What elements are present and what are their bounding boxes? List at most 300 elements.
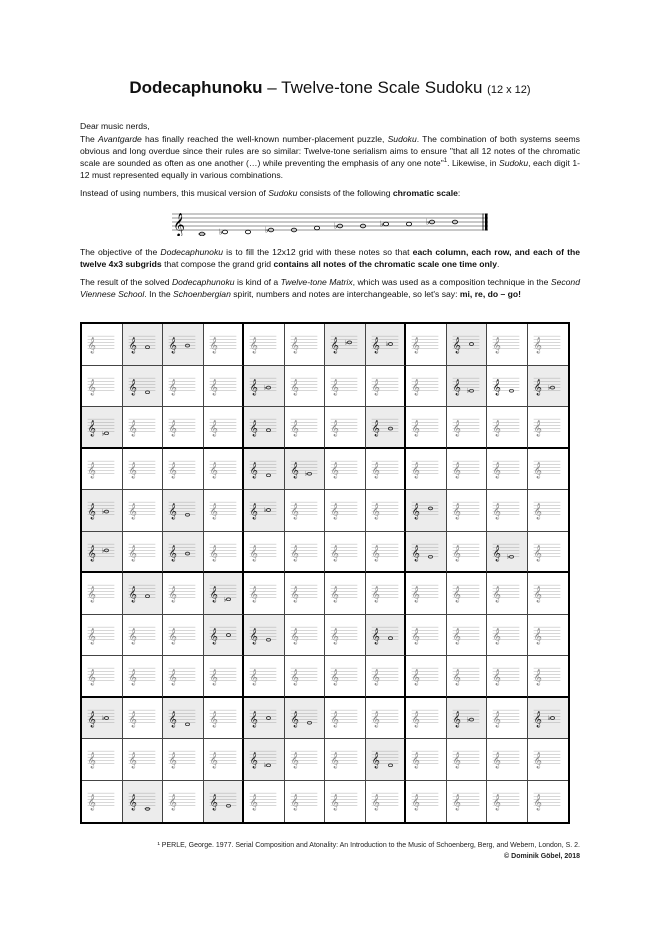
mini-staff [489,458,523,480]
grid-cell-empty[interactable] [366,573,407,615]
mini-staff [530,416,564,438]
grid-cell-empty[interactable] [123,532,164,574]
grid-cell-empty[interactable] [406,698,447,740]
treble-clef-icon: 𝄞 [533,586,542,603]
grid-cell-empty[interactable] [82,366,123,408]
mini-staff [206,458,240,480]
mini-staff [84,333,118,355]
grid-cell-given [82,532,123,574]
grid-cell-empty[interactable] [204,324,245,366]
flat-accidental: ♭ [344,339,348,347]
mini-staff [125,541,159,563]
grid-cell-empty[interactable] [285,573,326,615]
grid-cell-empty[interactable] [163,781,204,823]
grid-cell-empty[interactable] [406,366,447,408]
treble-clef-icon: 𝄞 [290,711,299,727]
grid-cell-empty[interactable] [204,366,245,408]
mini-staff [489,748,523,770]
mini-staff [408,582,442,604]
mini-staff [125,582,159,604]
treble-clef-icon: 𝄞 [452,503,461,520]
treble-clef-icon: 𝄞 [452,752,461,769]
grid-cell-empty[interactable] [406,739,447,781]
treble-clef-icon: 𝄞 [209,337,218,354]
treble-clef-icon: 𝄞 [168,420,178,437]
mini-staff [408,416,442,438]
treble-clef-icon: 𝄞 [371,379,380,395]
treble-clef-icon: 𝄞 [249,545,259,561]
treble-clef-icon: 𝄞 [290,379,299,395]
mini-staff [368,707,402,729]
treble-clef-icon: 𝄞 [533,337,542,354]
mini-staff [368,624,402,646]
intro-paragraph-1: The Avantgarde has finally reached the well-known number-placement puzzle, Sudoku. The combination of both systems seems obvious and long overdue since their rules are so similar: Twelve-tone serialism aims to ensure "that all 12 notes of the chromatic scale are sounded as often as one another (…) while preventing the emphasis of any one note"$^1$. Likewise, in Sudoku, each digit 1-12 must represented equally in various combinations. [80,134,580,180]
grid-cell-given [244,407,285,449]
grid-cell-empty[interactable] [163,615,204,657]
grid-cell-given [123,781,164,823]
mini-staff [246,458,280,480]
treble-clef-icon: 𝄞 [209,711,218,727]
mini-staff [206,582,240,604]
grid-cell-empty[interactable] [123,698,164,740]
treble-clef-icon: 𝄞 [371,669,380,686]
treble-clef-icon: 𝄞 [371,462,380,478]
mini-staff [287,416,321,438]
whole-note [406,222,411,226]
treble-clef-icon: 𝄞 [452,545,461,561]
grid-cell-empty[interactable] [123,739,164,781]
grid-cell-empty[interactable] [123,615,164,657]
treble-clef-icon: 𝄞 [492,420,502,437]
treble-clef-icon: 𝄞 [87,420,97,437]
treble-clef-icon: 𝄞 [209,545,218,561]
grid-cell-given [244,698,285,740]
treble-clef-icon: 𝄞 [492,711,502,727]
mini-staff [530,541,564,563]
treble-clef-icon: 𝄞 [249,628,259,644]
mini-staff [327,582,361,604]
mini-staff [530,624,564,646]
grid-cell-empty[interactable] [325,490,366,532]
grid-cell-empty[interactable] [123,656,164,698]
treble-clef-icon: 𝄞 [168,628,178,644]
sudoku-grid [80,322,570,824]
treble-clef-icon: 𝄞 [168,586,178,603]
treble-clef-icon: 𝄞 [492,462,502,478]
grid-cell-empty[interactable] [447,407,488,449]
grid-cell-empty[interactable] [285,490,326,532]
mini-staff [246,790,280,812]
treble-clef-icon: 𝄞 [290,752,299,769]
grid-cell-empty[interactable] [244,656,285,698]
flat-accidental: ♭ [101,546,105,554]
grid-cell-empty[interactable] [204,490,245,532]
grid-cell-empty[interactable] [285,532,326,574]
grid-cell-empty[interactable] [528,573,569,615]
treble-clef-icon: 𝄞 [87,337,97,354]
treble-clef-icon: 𝄞 [128,711,137,727]
grid-cell-empty[interactable] [325,698,366,740]
grid-cell-empty[interactable] [487,739,528,781]
grid-cell-given [163,490,204,532]
treble-clef-icon: 𝄞 [492,752,502,769]
grid-cell-empty[interactable] [244,573,285,615]
treble-clef-icon: 𝄞 [128,586,137,603]
grid-cell-empty[interactable] [123,449,164,491]
mini-staff [206,375,240,397]
mini-staff [530,458,564,480]
grid-cell-empty[interactable] [528,615,569,657]
treble-clef-icon: 𝄞 [209,794,218,810]
treble-clef-icon: 𝄞 [492,503,502,520]
grid-cell-empty[interactable] [366,532,407,574]
flat-accidental: ♭ [223,596,227,604]
mini-staff [327,541,361,563]
mini-staff [368,458,402,480]
grid-cell-empty[interactable] [163,449,204,491]
grid-cell-empty[interactable] [487,698,528,740]
flat-accidental: ♭ [506,553,510,561]
whole-note [245,230,250,234]
grid-cell-empty[interactable] [204,656,245,698]
grid-cell-empty[interactable] [285,739,326,781]
grid-cell-given [82,490,123,532]
grid-cell-empty[interactable] [82,656,123,698]
grid-cell-empty[interactable] [82,573,123,615]
treble-clef-icon: 𝄞 [290,794,299,810]
grid-cell-empty[interactable] [82,739,123,781]
flat-accidental: ♭ [263,762,267,770]
grid-cell-empty[interactable] [285,656,326,698]
mini-staff [287,624,321,646]
whole-note [101,430,108,438]
grid-cell-empty[interactable] [325,656,366,698]
treble-clef-icon: 𝄞 [249,794,259,810]
grid-cell-empty[interactable] [528,739,569,781]
grid-cell-empty[interactable] [487,781,528,823]
whole-note [145,390,149,393]
whole-note [263,506,270,514]
mini-staff [287,665,321,687]
grid-cell-empty[interactable] [163,739,204,781]
mini-staff [287,748,321,770]
mini-staff [125,707,159,729]
mini-staff [368,582,402,604]
grid-cell-empty[interactable] [447,656,488,698]
treble-clef-icon: 𝄞 [330,711,340,727]
treble-clef-icon: 𝄞 [411,669,421,686]
treble-clef-icon: 𝄞 [533,794,542,810]
mini-staff [206,416,240,438]
grid-cell-empty[interactable] [406,656,447,698]
flat-accidental: ♭ [466,716,470,724]
grid-cell-empty[interactable] [366,781,407,823]
grid-cell-empty[interactable] [528,532,569,574]
grid-cell-given [244,490,285,532]
mini-staff [449,790,483,812]
whole-note [266,429,270,432]
grid-cell-empty[interactable] [244,532,285,574]
treble-clef-icon: 𝄞 [452,669,461,686]
grid-cell-empty[interactable] [204,532,245,574]
treble-clef-icon: 𝄞 [371,794,380,810]
grid-cell-empty[interactable] [406,407,447,449]
flat-accidental: ♭ [219,227,223,236]
grid-cell-empty[interactable] [447,573,488,615]
grid-cell-empty[interactable] [366,490,407,532]
treble-clef-icon: 𝄞 [168,503,178,520]
mini-staff [327,416,361,438]
mini-staff [408,499,442,521]
grid-cell-empty[interactable] [447,781,488,823]
grid-cell-empty[interactable] [325,781,366,823]
grid-cell-given [204,573,245,615]
mini-staff [246,665,280,687]
treble-clef-icon: 𝄞 [209,586,218,603]
grid-cell-empty[interactable] [487,449,528,491]
treble-clef-icon: 𝄞 [168,545,178,561]
grid-cell-empty[interactable] [406,449,447,491]
mini-staff [449,748,483,770]
mini-staff [449,375,483,397]
grid-cell-empty[interactable] [163,656,204,698]
treble-clef-icon: 𝄞 [290,628,299,644]
treble-clef-icon: 𝄞 [533,711,542,727]
treble-clef-icon: 𝄞 [452,379,461,395]
mini-staff [206,665,240,687]
grid-cell-empty[interactable] [447,615,488,657]
treble-clef-icon: 𝄞 [209,420,218,437]
treble-clef-icon: 𝄞 [87,462,97,478]
grid-cell-empty[interactable] [487,407,528,449]
grid-cell-empty[interactable] [123,407,164,449]
grid-cell-empty[interactable] [528,449,569,491]
title-rest: – Twelve-tone Scale Sudoku [262,78,488,97]
treble-clef-icon: 𝄞 [128,752,137,769]
flat-accidental: ♭ [547,714,551,722]
grid-cell-given [244,366,285,408]
grid-cell-empty[interactable] [325,615,366,657]
treble-clef-icon: 𝄞 [371,420,380,437]
grid-cell-empty[interactable] [487,656,528,698]
grid-cell-empty[interactable] [447,532,488,574]
grid-cell-empty[interactable] [325,366,366,408]
grid-cell-empty[interactable] [285,615,326,657]
grid-cell-empty[interactable] [325,407,366,449]
grid-cell-empty[interactable] [325,739,366,781]
grid-cell-empty[interactable] [447,490,488,532]
chromatic-scale-staff [172,210,488,236]
grid-cell-given [244,615,285,657]
grid-cell-empty[interactable] [163,407,204,449]
grid-cell-given [325,324,366,366]
grid-cell-empty[interactable] [528,490,569,532]
grid-cell-empty[interactable] [285,324,326,366]
grid-cell-empty[interactable] [285,407,326,449]
treble-clef-icon: 𝄞 [87,379,97,395]
flat-accidental: ♭ [101,508,105,516]
mini-staff [408,790,442,812]
mini-staff [489,624,523,646]
treble-clef-icon: 𝄞 [533,503,542,520]
mini-staff [530,375,564,397]
grid-cell-empty[interactable] [285,366,326,408]
grid-cell-empty[interactable] [325,532,366,574]
grid-cell-empty[interactable] [163,573,204,615]
treble-clef-icon: 𝄞 [168,752,178,769]
mini-staff [287,375,321,397]
treble-clef-icon: 𝄞 [492,379,502,395]
title-size: (12 x 12) [487,84,531,96]
mini-staff [489,499,523,521]
rules-paragraph: The objective of the Dodecaphunoku is to fill the 12x12 grid with these notes so that each column, each row, and each of the twelve 4x3 subgrids that compose the grand grid contains all notes of the chromatic scale one time only. [80,247,581,269]
mini-staff [530,707,564,729]
treble-clef-icon: 𝄞 [533,420,542,437]
intro-text [80,120,580,205]
grid-cell-empty[interactable] [487,573,528,615]
mini-staff [287,541,321,563]
grid-cell-given [528,366,569,408]
treble-clef-icon: 𝄞 [411,545,421,561]
grid-cell-empty[interactable] [406,573,447,615]
mini-staff [125,748,159,770]
grid-cell-empty[interactable] [285,781,326,823]
grid-cell-empty[interactable] [406,615,447,657]
treble-clef-icon: 𝄞 [411,628,421,644]
treble-clef-icon: 𝄞 [452,462,461,478]
treble-clef-icon: 𝄞 [87,545,97,561]
grid-cell-empty[interactable] [123,490,164,532]
grid-cell-empty[interactable] [325,449,366,491]
treble-clef-icon: 𝄞 [330,503,340,520]
mini-staff [287,790,321,812]
grid-cell-empty[interactable] [244,781,285,823]
mini-staff [530,790,564,812]
grid-cell-empty[interactable] [204,407,245,449]
treble-clef-icon: 𝄞 [411,379,421,395]
treble-clef-icon: 𝄞 [452,711,461,727]
mini-staff [84,748,118,770]
treble-clef-icon: 𝄞 [87,752,97,769]
grid-cell-empty[interactable] [528,407,569,449]
grid-cell-empty[interactable] [244,324,285,366]
mini-staff [287,707,321,729]
grid-cell-empty[interactable] [204,739,245,781]
flat-accidental: ♭ [385,340,389,348]
grid-cell-given [406,532,447,574]
mini-staff [165,333,199,355]
matrix-paragraph: The result of the solved Dodecaphunoku is kind of a Twelve-tone Matrix, which was used as a composition technique in the Second Viennese School. In the Schoenbergian spirit, numbers and notes are interchangeable, so let's say: mi, re, do – go! [80,277,580,299]
mini-staff [125,416,159,438]
grid-cell-given [447,324,488,366]
grid-cell-empty[interactable] [366,449,407,491]
mini-staff [408,333,442,355]
grid-cell-empty[interactable] [82,324,123,366]
grid-cell-given [285,449,326,491]
grid-cell-empty[interactable] [447,739,488,781]
treble-clef-icon: 𝄞 [533,669,542,686]
grid-cell-empty[interactable] [325,573,366,615]
grid-cell-empty[interactable] [487,490,528,532]
mini-staff [408,458,442,480]
grid-cell-empty[interactable] [528,781,569,823]
grid-cell-empty[interactable] [163,366,204,408]
grid-cell-empty[interactable] [528,656,569,698]
grid-cell-empty[interactable] [406,324,447,366]
grid-cell-given [204,615,245,657]
mini-staff [489,333,523,355]
grid-cell-given [123,324,164,366]
treble-clef-icon: 𝄞 [330,462,340,478]
grid-cell-empty[interactable] [487,615,528,657]
mini-staff [327,665,361,687]
whole-note [145,346,149,349]
mini-staff [206,790,240,812]
grid-cell-empty[interactable] [366,656,407,698]
mini-staff [84,499,118,521]
grid-cell-given [163,698,204,740]
mini-staff [408,665,442,687]
mini-staff [489,541,523,563]
grid-cell-given [204,781,245,823]
treble-clef-icon: 𝄞 [173,212,185,236]
treble-clef-icon: 𝄞 [492,669,502,686]
grid-cell-given [82,407,123,449]
grid-cell-empty[interactable] [82,449,123,491]
grid-cell-given [366,407,407,449]
treble-clef-icon: 𝄞 [290,337,299,354]
treble-clef-icon: 𝄞 [249,586,259,603]
treble-clef-icon: 𝄞 [371,628,380,644]
whole-note [145,595,149,598]
mini-staff [489,790,523,812]
grid-cell-empty[interactable] [406,781,447,823]
treble-clef-icon: 𝄞 [492,545,502,561]
whole-note [226,633,230,636]
mini-staff [489,375,523,397]
mini-staff [287,333,321,355]
treble-clef-icon: 𝄞 [371,586,380,603]
grid-cell-empty[interactable] [447,449,488,491]
mini-staff [368,375,402,397]
grid-cell-empty[interactable] [82,615,123,657]
treble-clef-icon: 𝄞 [330,628,340,644]
grid-cell-empty[interactable] [204,698,245,740]
treble-clef-icon: 𝄞 [371,711,380,727]
whole-note [388,636,392,639]
treble-clef-icon: 𝄞 [330,586,340,603]
mini-staff [84,541,118,563]
mini-staff [165,499,199,521]
treble-clef-icon: 𝄞 [533,379,542,395]
grid-cell-empty[interactable] [366,366,407,408]
mini-staff [408,541,442,563]
grid-cell-empty[interactable] [487,324,528,366]
grid-cell-empty[interactable] [366,698,407,740]
mini-staff [165,416,199,438]
grid-cell-empty[interactable] [82,781,123,823]
grid-cell-empty[interactable] [204,449,245,491]
mini-staff [449,707,483,729]
mini-staff [165,790,199,812]
treble-clef-icon: 𝄞 [128,462,137,478]
treble-clef-icon: 𝄞 [128,669,137,686]
grid-cell-empty[interactable] [528,324,569,366]
treble-clef-icon: 𝄞 [87,628,97,644]
flat-accidental: ♭ [466,387,470,395]
flat-accidental: ♭ [547,384,551,392]
treble-clef-icon: 𝄞 [128,628,137,644]
